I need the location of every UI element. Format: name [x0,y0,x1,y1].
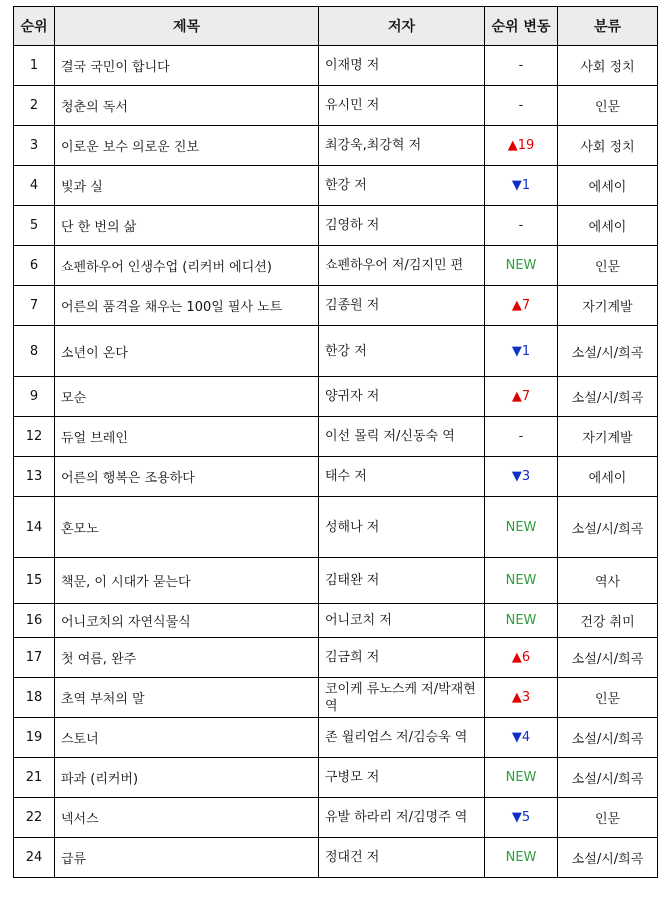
rank-cell: 22 [14,798,55,838]
author-cell: 성해나 저 [319,497,485,558]
table-row [14,286,658,326]
title-cell: 결국 국민이 합니다 [55,46,319,86]
header-author: 저자 [319,7,485,46]
genre-cell: 소설/시/희곡 [558,758,658,798]
title-cell: 첫 여름, 완주 [55,638,319,678]
change-cell: ▼1 [485,326,558,377]
author-cell: 어니코치 저 [319,604,485,638]
author-cell: 김금희 저 [319,638,485,678]
genre-cell: 소설/시/희곡 [558,377,658,417]
title-cell: 쇼펜하우어 인생수업 (리커버 에디션) [55,246,319,286]
title-cell: 빛과 실 [55,166,319,206]
change-cell: ▲19 [485,126,558,166]
author-cell: 유시민 저 [319,86,485,126]
rank-cell: 24 [14,838,55,878]
author-cell: 쇼펜하우어 저/김지민 편 [319,246,485,286]
header-row [14,7,658,46]
change-cell: ▲3 [485,678,558,718]
header-title: 제목 [55,7,319,46]
change-cell: ▼1 [485,166,558,206]
genre-cell: 인문 [558,798,658,838]
author-cell: 존 윌리엄스 저/김승욱 역 [319,718,485,758]
title-cell: 모순 [55,377,319,417]
table-row [14,758,658,798]
table-row [14,838,658,878]
rank-cell: 19 [14,718,55,758]
rank-cell: 14 [14,497,55,558]
author-cell: 이재명 저 [319,46,485,86]
genre-cell: 사회 정치 [558,126,658,166]
table-row [14,377,658,417]
title-cell: 소년이 온다 [55,326,319,377]
title-cell: 책문, 이 시대가 묻는다 [55,558,319,604]
table-row [14,46,658,86]
table-row [14,246,658,286]
author-cell: 김영하 저 [319,206,485,246]
rank-cell: 12 [14,417,55,457]
rank-cell: 2 [14,86,55,126]
change-cell: ▲7 [485,377,558,417]
rank-cell: 13 [14,457,55,497]
table-row [14,126,658,166]
rank-cell: 6 [14,246,55,286]
genre-cell: 에세이 [558,206,658,246]
author-cell: 코이케 류노스케 저/박재현 역 [319,678,485,718]
table-row [14,558,658,604]
rank-cell: 18 [14,678,55,718]
bestseller-table [13,6,658,878]
author-cell: 태수 저 [319,457,485,497]
change-cell: NEW [485,497,558,558]
genre-cell: 인문 [558,86,658,126]
change-cell: NEW [485,758,558,798]
author-cell: 최강욱,최강혁 저 [319,126,485,166]
rank-cell: 17 [14,638,55,678]
rank-cell: 1 [14,46,55,86]
title-cell: 스토너 [55,718,319,758]
genre-cell: 인문 [558,678,658,718]
table-row [14,417,658,457]
change-cell: NEW [485,558,558,604]
title-cell: 어른의 품격을 채우는 100일 필사 노트 [55,286,319,326]
author-cell: 한강 저 [319,166,485,206]
table-header [14,7,658,46]
rank-cell: 5 [14,206,55,246]
genre-cell: 사회 정치 [558,46,658,86]
author-cell: 김태완 저 [319,558,485,604]
table-body [14,46,658,878]
genre-cell: 인문 [558,246,658,286]
title-cell: 급류 [55,838,319,878]
change-cell: - [485,206,558,246]
rank-cell: 7 [14,286,55,326]
table-row [14,497,658,558]
genre-cell: 소설/시/희곡 [558,638,658,678]
genre-cell: 역사 [558,558,658,604]
table-row [14,457,658,497]
title-cell: 혼모노 [55,497,319,558]
table-row [14,798,658,838]
genre-cell: 건강 취미 [558,604,658,638]
genre-cell: 에세이 [558,457,658,497]
genre-cell: 자기계발 [558,417,658,457]
change-cell: - [485,46,558,86]
rank-cell: 3 [14,126,55,166]
author-cell: 김종원 저 [319,286,485,326]
author-cell: 정대건 저 [319,838,485,878]
author-cell: 유발 하라리 저/김명주 역 [319,798,485,838]
title-cell: 단 한 번의 삶 [55,206,319,246]
rank-cell: 8 [14,326,55,377]
rank-cell: 21 [14,758,55,798]
change-cell: NEW [485,604,558,638]
table-row [14,86,658,126]
change-cell: - [485,86,558,126]
author-cell: 한강 저 [319,326,485,377]
genre-cell: 소설/시/희곡 [558,326,658,377]
rank-cell: 16 [14,604,55,638]
title-cell: 어니코치의 자연식물식 [55,604,319,638]
title-cell: 어른의 행복은 조용하다 [55,457,319,497]
table-row [14,206,658,246]
change-cell: ▲6 [485,638,558,678]
title-cell: 이로운 보수 의로운 진보 [55,126,319,166]
change-cell: ▼5 [485,798,558,838]
table-row [14,326,658,377]
title-cell: 청춘의 독서 [55,86,319,126]
change-cell: ▼3 [485,457,558,497]
change-cell: NEW [485,246,558,286]
table-row [14,718,658,758]
genre-cell: 소설/시/희곡 [558,497,658,558]
change-cell: ▲7 [485,286,558,326]
author-cell: 이선 몰릭 저/신동숙 역 [319,417,485,457]
header-change: 순위 변동 [485,7,558,46]
author-cell: 구병모 저 [319,758,485,798]
header-rank: 순위 [14,7,55,46]
title-cell: 넥서스 [55,798,319,838]
genre-cell: 자기계발 [558,286,658,326]
change-cell: NEW [485,838,558,878]
title-cell: 파과 (리커버) [55,758,319,798]
change-cell: ▼4 [485,718,558,758]
author-cell: 양귀자 저 [319,377,485,417]
title-cell: 듀얼 브레인 [55,417,319,457]
header-genre: 분류 [558,7,658,46]
rank-cell: 9 [14,377,55,417]
table-row [14,604,658,638]
genre-cell: 소설/시/희곡 [558,718,658,758]
table-row [14,638,658,678]
genre-cell: 에세이 [558,166,658,206]
title-cell: 초역 부처의 말 [55,678,319,718]
table-row [14,678,658,718]
genre-cell: 소설/시/희곡 [558,838,658,878]
table-row [14,166,658,206]
change-cell: - [485,417,558,457]
rank-cell: 4 [14,166,55,206]
rank-cell: 15 [14,558,55,604]
